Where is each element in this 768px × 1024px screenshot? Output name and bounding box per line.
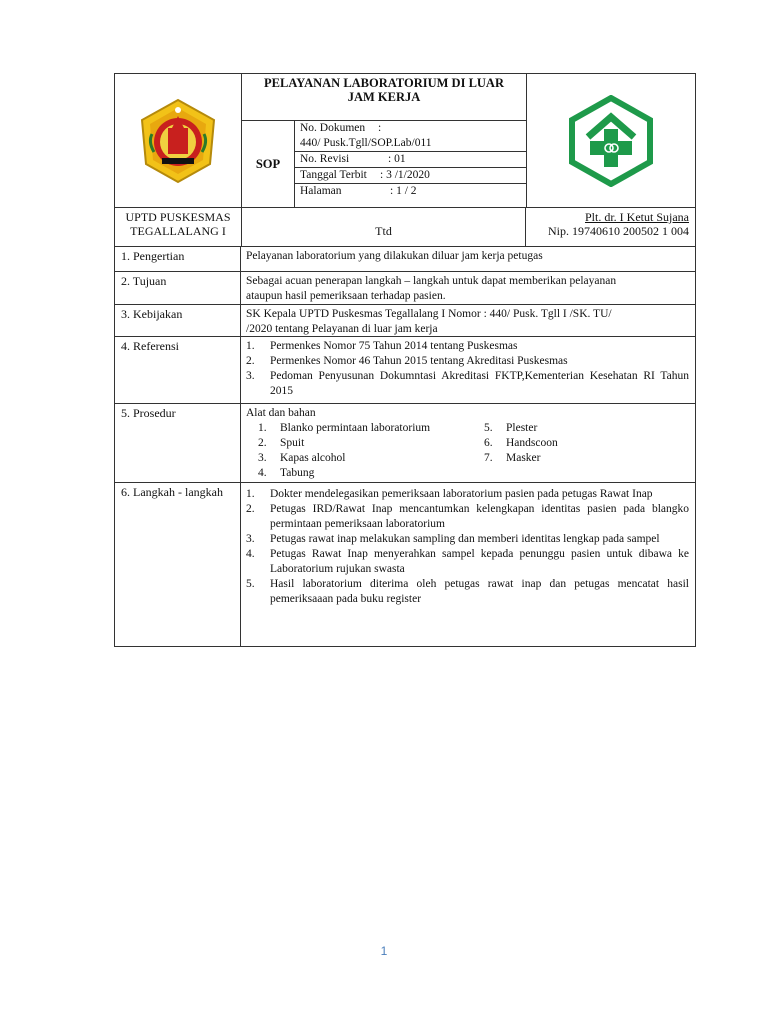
title-line-2: JAM KERJA	[347, 90, 421, 104]
section-content	[241, 272, 695, 304]
item-number: 2.	[246, 503, 255, 515]
list-item	[258, 451, 484, 466]
official-signature	[526, 208, 695, 246]
sop-label: SOP	[242, 121, 295, 207]
no-dokumen-value: 440/ Pusk.Tgll/SOP.Lab/011	[300, 137, 432, 149]
tujuan-line-1: Sebagai acuan penerapan langkah – langkah untuk dapat memberikan pelayanan	[246, 275, 617, 287]
signature-row	[115, 207, 695, 246]
list-item	[246, 502, 689, 532]
list-item	[246, 532, 689, 547]
list-item	[484, 436, 558, 451]
no-dokumen-label: No. Dokumen	[300, 122, 366, 134]
kebijakan-line-1: SK Kepala UPTD Puskesmas Tegallalang I Nomor : 440/ Pusk. Tgll I /SK. TU/	[246, 308, 612, 320]
item-text: Dokter mendelegasikan pemeriksaan laboratorium pasien pada petugas Rawat Inap	[270, 488, 653, 500]
tools-column-b	[484, 421, 558, 481]
list-item	[246, 577, 689, 607]
tanggal-terbit-value: : 3 /1/2020	[380, 169, 430, 181]
item-number: 5.	[484, 422, 493, 434]
halaman-label: Halaman	[300, 185, 342, 197]
sop-info	[242, 121, 526, 207]
item-text: Tabung	[280, 467, 315, 479]
section-content	[241, 483, 695, 646]
list-item	[246, 547, 689, 577]
official-name: Plt. dr. I Ketut Sujana	[585, 210, 689, 224]
item-number: 4.	[246, 548, 255, 560]
tujuan-line-2: ataupun hasil pemeriksaan terhadap pasien.	[246, 290, 446, 302]
tools-column-a	[258, 421, 484, 481]
item-text: Permenkes Nomor 75 Tahun 2014 tentang Puskesmas	[270, 340, 518, 352]
item-text: Petugas IRD/Rawat Inap mencantumkan kelengkapan identitas pasien pada blangko permintaan pemeriksaan laboratorium	[270, 503, 689, 530]
item-text: Masker	[506, 452, 541, 464]
no-revisi-field	[295, 151, 526, 167]
section-label: 5. Prosedur	[115, 404, 241, 482]
document-title	[242, 74, 526, 121]
list-item	[484, 421, 558, 436]
list-item	[258, 466, 484, 481]
item-number: 3.	[258, 452, 267, 464]
list-item	[246, 487, 689, 502]
item-text: Hasil laboratorium diterima oleh petugas rawat inap dan petugas mencatat hasil pemeriksaaan pada buku register	[270, 578, 689, 605]
list-item	[258, 436, 484, 451]
section-label: 1. Pengertian	[115, 247, 241, 271]
item-number: 3.	[246, 533, 255, 545]
page-number: 1	[380, 944, 388, 958]
section-label: 4. Referensi	[115, 337, 241, 403]
sop-fields	[295, 121, 526, 207]
item-number: 2.	[258, 437, 267, 449]
section-content	[241, 404, 695, 482]
list-item	[246, 339, 689, 354]
organization-line-2: TEGALLALANG I	[130, 224, 226, 238]
official-nip: Nip. 19740610 200502 1 004	[548, 224, 689, 238]
item-text: Blanko permintaan laboratorium	[280, 422, 431, 434]
list-item	[246, 369, 689, 399]
item-number: 1.	[246, 340, 255, 352]
sop-document-table	[114, 73, 696, 647]
item-text: Permenkes Nomor 46 Tahun 2015 tentang Akreditasi Puskesmas	[270, 355, 568, 367]
regency-logo-cell	[115, 74, 242, 207]
item-text: Petugas Rawat Inap menyerahkan sampel kepada penunggu pasien untuk dibawa ke Laboratorium rujukan swasta	[270, 548, 689, 575]
section-label: 2. Tujuan	[115, 272, 241, 304]
no-dokumen-field	[295, 121, 526, 151]
ttd-label: Ttd	[242, 208, 526, 246]
halaman-field	[295, 183, 526, 207]
tanggal-terbit-label: Tanggal Terbit	[300, 169, 367, 181]
regency-emblem-icon	[138, 98, 218, 184]
list-item	[258, 421, 484, 436]
kebijakan-line-2: /2020 tentang Pelayanan di luar jam kerja	[246, 323, 438, 335]
section-label: 6. Langkah - langkah	[115, 483, 241, 646]
item-text: Handscoon	[506, 437, 558, 449]
item-number: 3.	[246, 370, 255, 382]
no-dokumen-separator: :	[378, 122, 382, 134]
section-content: Pelayanan laboratorium yang dilakukan diluar jam kerja petugas	[246, 250, 543, 262]
header-middle	[242, 74, 527, 207]
referensi-list	[246, 339, 689, 399]
prosedur-heading: Alat dan bahan	[246, 407, 316, 419]
item-number: 4.	[258, 467, 267, 479]
list-item	[484, 451, 558, 466]
section-kebijakan	[115, 304, 695, 336]
header-row	[115, 74, 695, 207]
tanggal-terbit-field	[295, 167, 526, 183]
item-text: Spuit	[280, 437, 305, 449]
section-content	[241, 305, 695, 336]
langkah-list	[246, 487, 689, 607]
item-text: Pedoman Penyusunan Dokumntasi Akreditasi FKTP,Kementerian Kesehatan RI Tahun 2015	[270, 370, 689, 397]
organization-name	[115, 208, 242, 246]
halaman-value: : 1 / 2	[390, 185, 417, 197]
section-tujuan	[115, 271, 695, 304]
item-text: Kapas alcohol	[280, 452, 346, 464]
item-text: Petugas rawat inap melakukan sampling dan memberi identitas lengkap pada sampel	[270, 533, 660, 545]
item-number: 7.	[484, 452, 493, 464]
organization-line-1: UPTD PUSKESMAS	[125, 210, 231, 224]
tools-list	[246, 421, 689, 481]
item-number: 6.	[484, 437, 493, 449]
item-number: 2.	[246, 355, 255, 367]
section-referensi	[115, 336, 695, 403]
section-pengertian	[115, 246, 695, 271]
puskesmas-logo-cell	[527, 74, 695, 207]
item-number: 5.	[246, 578, 255, 590]
title-line-1: PELAYANAN LABORATORIUM DI LUAR	[264, 76, 504, 90]
no-revisi-label: No. Revisi	[300, 153, 350, 165]
item-text: Plester	[506, 422, 538, 434]
section-content	[241, 337, 695, 403]
item-number: 1.	[246, 488, 255, 500]
section-label: 3. Kebijakan	[115, 305, 241, 336]
puskesmas-logo-icon	[568, 95, 654, 187]
item-number: 1.	[258, 422, 267, 434]
list-item	[246, 354, 689, 369]
section-prosedur	[115, 403, 695, 482]
no-revisi-value: : 01	[388, 153, 406, 165]
section-langkah	[115, 482, 695, 646]
